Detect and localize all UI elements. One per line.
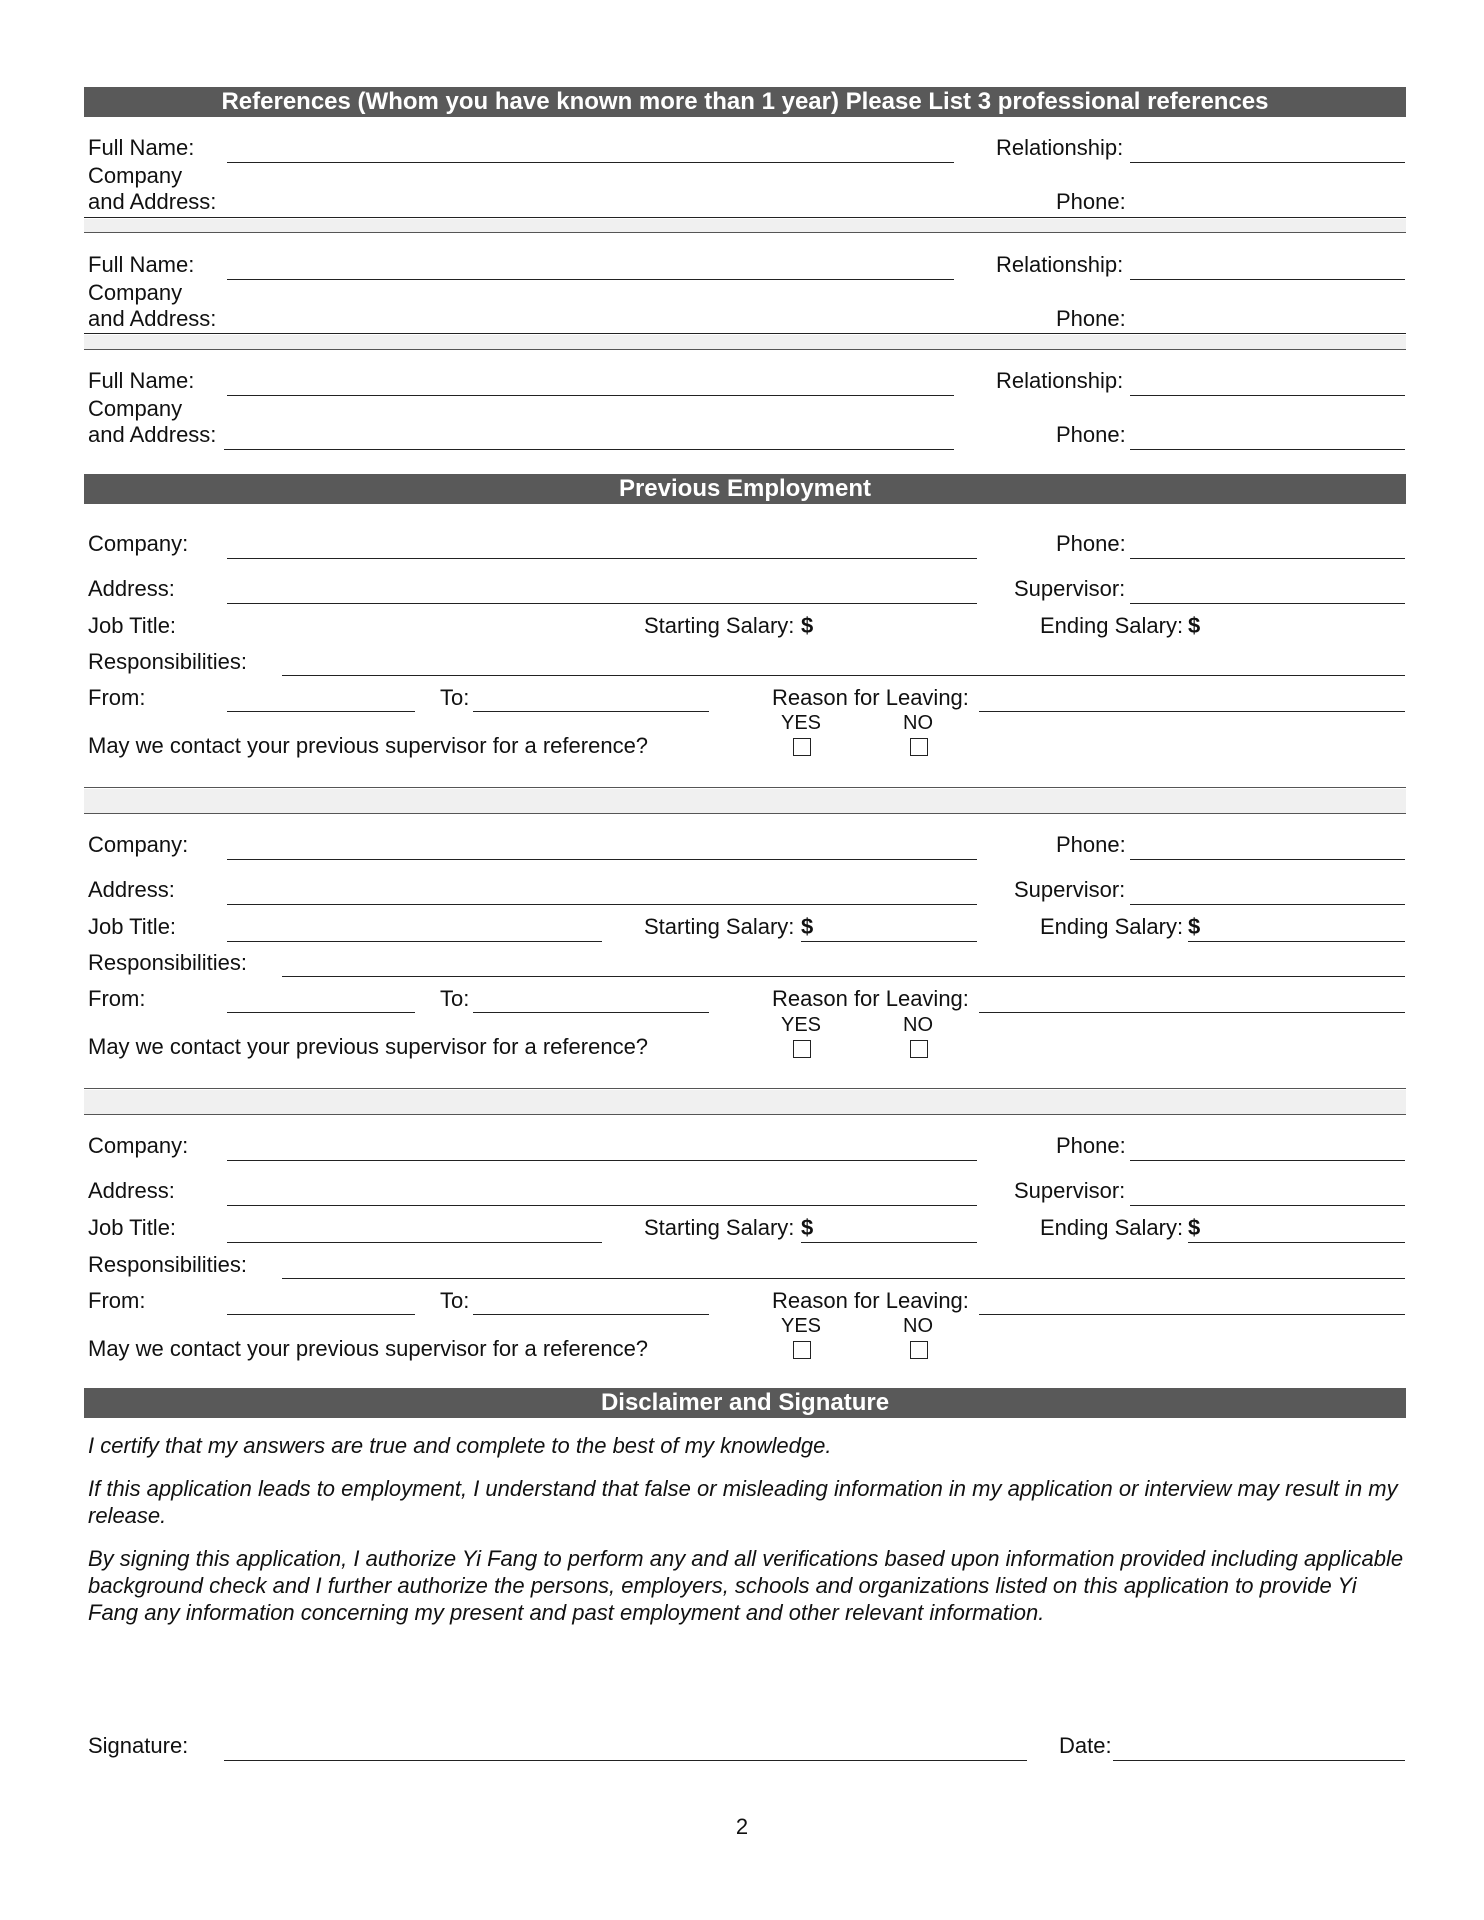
employer-2-phone-label: Phone: [1056,832,1126,857]
employer-2-from-label: From: [88,986,146,1011]
employer-3-reason-label: Reason for Leaving: [772,1288,969,1313]
date-label: Date: [1059,1733,1112,1758]
reference-1-separator [84,219,1406,232]
reference-3-phone-field[interactable] [1130,449,1405,450]
employer-2-starting-salary-dollar: $ [801,914,814,939]
employer-2-to-label: To: [440,986,470,1011]
reference-1-relationship-label: Relationship: [996,135,1124,160]
employer-3-from-label: From: [88,1288,146,1313]
reference-3-company-address-field[interactable] [224,449,954,450]
employer-1-address-field[interactable] [227,603,977,604]
reference-1-company-address-field[interactable] [84,217,1406,218]
disclaimer-section-header: Disclaimer and Signature [84,1388,1406,1418]
employer-3-ending-salary-field[interactable] [1188,1242,1405,1243]
employer-1-responsibilities-field[interactable] [282,675,1405,676]
employer-3-contact-no-checkbox[interactable] [910,1341,928,1359]
page-number: 2 [735,1814,749,1839]
employer-1-separator-bottom [84,813,1406,814]
employer-1-phone-field[interactable] [1130,558,1405,559]
employer-1-address-label: Address: [88,576,175,601]
reference-2-address-label: and Address: [88,306,217,331]
employer-2-address-field[interactable] [227,904,977,905]
reference-2-full-name-label: Full Name: [88,252,195,277]
reference-3-phone-label: Phone: [1056,422,1126,447]
employer-3-supervisor-label: Supervisor: [1014,1178,1126,1203]
reference-1-address-label: and Address: [88,189,217,214]
reference-2-separator [84,335,1406,349]
employer-1-reason-label: Reason for Leaving: [772,685,969,710]
employer-1-no-label: NO [903,712,933,734]
reference-3-company-label: Company [88,396,183,421]
employer-2-job-title-field[interactable] [227,941,602,942]
employer-1-job-title-label: Job Title: [88,613,177,638]
employer-2-supervisor-label: Supervisor: [1014,877,1126,902]
reference-2-relationship-label: Relationship: [996,252,1124,277]
employer-3-no-label: NO [903,1315,933,1337]
employer-1-to-field[interactable] [473,711,709,712]
employer-2-responsibilities-label: Responsibilities: [88,950,247,975]
employer-1-supervisor-label: Supervisor: [1014,576,1126,601]
reference-1-full-name-field[interactable] [227,162,954,163]
employer-3-starting-salary-field[interactable] [801,1242,977,1243]
reference-1-company-label: Company [88,163,183,188]
references-section-header: References (Whom you have known more than 1 year) Please List 3 professional references [84,87,1406,117]
employer-2-job-title-label: Job Title: [88,914,177,939]
employer-2-yes-label: YES [781,1014,822,1036]
employer-3-job-title-label: Job Title: [88,1215,177,1240]
employer-1-company-field[interactable] [227,558,977,559]
signature-label: Signature: [88,1733,189,1758]
reference-2-company-label: Company [88,280,183,305]
employer-3-from-field[interactable] [227,1314,415,1315]
employer-2-ending-salary-label: Ending Salary: [1040,914,1184,939]
employer-3-job-title-field[interactable] [227,1242,602,1243]
employer-1-separator-top [84,787,1406,788]
employment-section-header: Previous Employment [84,474,1406,504]
employer-1-ending-salary-label: Ending Salary: [1040,613,1184,638]
employer-3-responsibilities-field[interactable] [282,1278,1405,1279]
employer-2-phone-field[interactable] [1130,859,1405,860]
employer-1-separator [84,789,1406,813]
employer-1-contact-question: May we contact your previous supervisor for a reference? [88,733,649,758]
reference-2-full-name-field[interactable] [227,279,954,280]
employer-3-reason-field[interactable] [979,1314,1405,1315]
employer-2-company-field[interactable] [227,859,977,860]
employer-2-contact-yes-checkbox[interactable] [793,1040,811,1058]
employer-3-address-field[interactable] [227,1205,977,1206]
employer-1-starting-salary-dollar: $ [801,613,814,638]
employer-3-starting-salary-dollar: $ [801,1215,814,1240]
employer-3-phone-label: Phone: [1056,1133,1126,1158]
employer-2-starting-salary-label: Starting Salary: [644,914,795,939]
employer-1-contact-no-checkbox[interactable] [910,738,928,756]
employer-1-to-label: To: [440,685,470,710]
reference-2-separator-line [84,349,1406,350]
employer-2-no-label: NO [903,1014,933,1036]
reference-1-full-name-label: Full Name: [88,135,195,160]
employer-1-supervisor-field[interactable] [1130,603,1405,604]
date-field[interactable] [1113,1760,1405,1761]
employer-2-supervisor-field[interactable] [1130,904,1405,905]
employer-1-from-field[interactable] [227,711,415,712]
employer-1-reason-field[interactable] [979,711,1405,712]
employer-3-responsibilities-label: Responsibilities: [88,1252,247,1277]
reference-1-separator-line [84,232,1406,233]
employer-3-company-label: Company: [88,1133,189,1158]
employer-1-company-label: Company: [88,531,189,556]
employer-1-ending-salary-dollar: $ [1188,613,1201,638]
employer-3-to-label: To: [440,1288,470,1313]
employer-2-contact-no-checkbox[interactable] [910,1040,928,1058]
employer-2-contact-question: May we contact your previous supervisor for a reference? [88,1034,649,1059]
disclaimer-certify-paragraph: I certify that my answers are true and complete to the best of my knowledge. [88,1433,832,1458]
employer-2-reason-label: Reason for Leaving: [772,986,969,1011]
employer-3-starting-salary-label: Starting Salary: [644,1215,795,1240]
employer-2-separator-bottom [84,1114,1406,1115]
employer-2-ending-salary-dollar: $ [1188,914,1201,939]
employer-2-from-field[interactable] [227,1012,415,1013]
reference-3-full-name-label: Full Name: [88,368,195,393]
employer-3-supervisor-field[interactable] [1130,1205,1405,1206]
disclaimer-authorization-paragraph: By signing this application, I authorize Yi Fang to perform any and all verifications based upon information provided including applicable background check and I further authorize the persons, employers, schools and organizations listed on this application to provide Yi Fang any information concerning my present and past employment and other relevant information. [88,1546,1404,1625]
employer-2-to-field[interactable] [473,1012,709,1013]
reference-2-phone-label: Phone: [1056,306,1126,331]
employer-3-to-field[interactable] [473,1314,709,1315]
employer-2-ending-salary-field[interactable] [1188,941,1405,942]
reference-3-full-name-field[interactable] [227,395,954,396]
employer-2-address-label: Address: [88,877,175,902]
employer-1-from-label: From: [88,685,146,710]
employer-3-contact-question: May we contact your previous supervisor for a reference? [88,1336,649,1361]
employer-1-contact-yes-checkbox[interactable] [793,738,811,756]
employer-3-ending-salary-dollar: $ [1188,1215,1201,1240]
employer-1-phone-label: Phone: [1056,531,1126,556]
employer-2-separator [84,1090,1406,1114]
employer-2-responsibilities-field[interactable] [282,976,1405,977]
reference-3-relationship-label: Relationship: [996,368,1124,393]
signature-field[interactable] [224,1760,1027,1761]
employer-3-contact-yes-checkbox[interactable] [793,1341,811,1359]
employer-2-separator-top [84,1088,1406,1089]
employer-2-reason-field[interactable] [979,1012,1405,1013]
reference-2-company-address-field[interactable] [84,333,1406,334]
reference-1-phone-label: Phone: [1056,189,1126,214]
employer-1-starting-salary-label: Starting Salary: [644,613,795,638]
reference-2-relationship-field[interactable] [1130,279,1405,280]
employer-2-starting-salary-field[interactable] [801,941,977,942]
employer-1-responsibilities-label: Responsibilities: [88,649,247,674]
employer-3-ending-salary-label: Ending Salary: [1040,1215,1184,1240]
reference-3-relationship-field[interactable] [1130,395,1405,396]
reference-3-address-label: and Address: [88,422,217,447]
employer-2-company-label: Company: [88,832,189,857]
disclaimer-release-paragraph: If this application leads to employment, I understand that false or misleading information in my application or interview may result in my release. [88,1476,1398,1528]
reference-1-relationship-field[interactable] [1130,162,1405,163]
employer-3-yes-label: YES [781,1315,822,1337]
employer-3-phone-field[interactable] [1130,1160,1405,1161]
employer-3-company-field[interactable] [227,1160,977,1161]
employer-1-yes-label: YES [781,712,822,734]
employer-3-address-label: Address: [88,1178,175,1203]
